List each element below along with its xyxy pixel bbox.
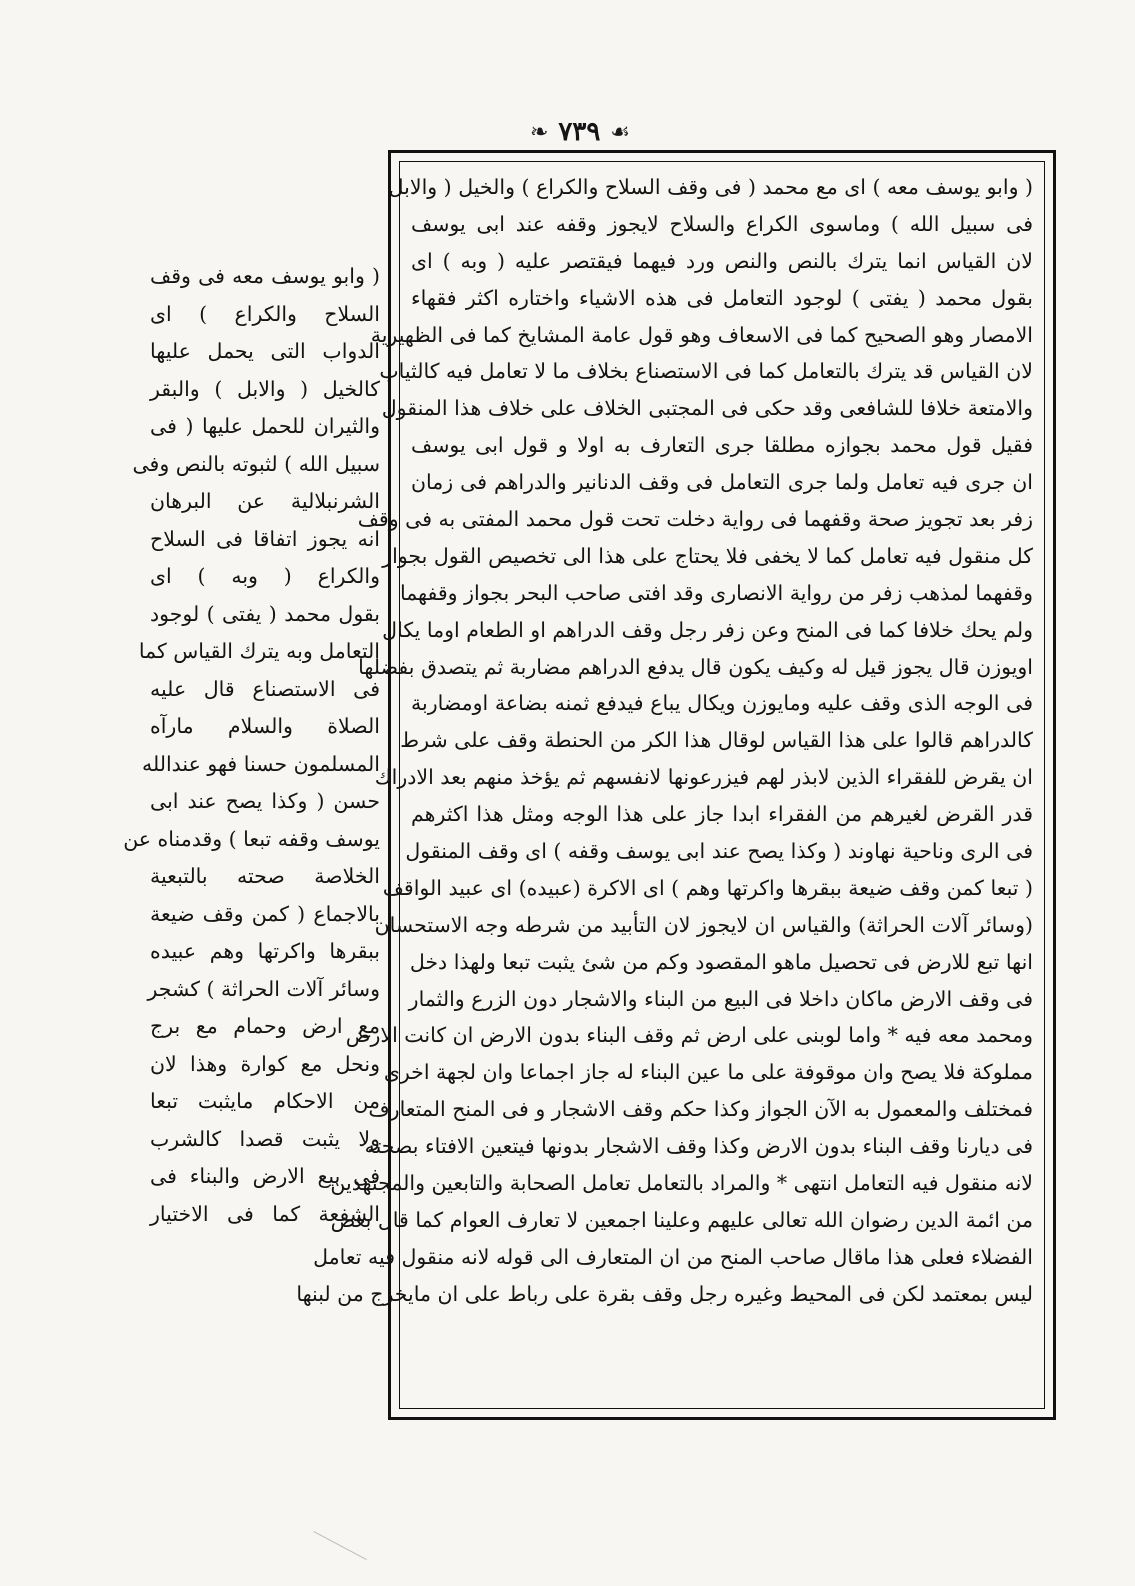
margin-text-line: ببقرها واكرتها وهم عبيده	[150, 939, 380, 963]
margin-text-line: ولا يثبت قصدا كالشرب	[150, 1126, 380, 1151]
main-text-line: لان القياس انما يترك بالنص والنص ورد فيهما فيقتصر عليه ( وبه ) اى	[411, 248, 1033, 273]
main-text-line: فى الوجه الذى وقف عليه ومايوزن ويكال يباع فيدفع ثمنه بضاعة اومضاربة	[411, 691, 1033, 716]
main-text-line: والامتعة خلافا للشافعى وقد حكى فى المجتبى الخلاف على خلاف هذا المنقول	[381, 396, 1033, 421]
margin-text-line: من الاحكام مايثبت تبعا	[150, 1089, 380, 1113]
main-text-line: ولم يحك خلافا كما فى المنح وعن زفر رجل وقف الدراهم او الطعام اوما يكال	[382, 617, 1033, 642]
margin-text-line: ( وابو يوسف معه فى وقف	[150, 264, 380, 288]
main-text-line: وقفهما لمذهب زفر من رواية الانصارى وقد افتى صاحب البحر بجواز وقفهما	[399, 580, 1033, 605]
main-text-line: انها تبع للارض فى تحصيل ماهو المقصود وكم من شئ يثبت تبعا ولهذا دخل	[409, 949, 1033, 974]
main-text-line: ( وابو يوسف معه ) اى مع محمد ( فى وقف السلاح والكراع ) والخيل ( والابل	[388, 175, 1033, 199]
main-text-line: بقول محمد ( يفتى ) لوجود التعامل فى هذه الاشياء واختاره اكثر فقهاء	[411, 285, 1033, 310]
margin-text-line: انه يجوز اتفاقا فى السلاح	[150, 526, 380, 551]
margin-text-line: فى الاستصناع قال عليه	[150, 676, 380, 701]
margin-text-line: ونحل مع كوارة وهذا لان	[150, 1051, 380, 1076]
margin-text-line: الخلاصة صحته بالتبعية	[150, 864, 380, 888]
margin-text-line: السلاح والكراع ) اى	[150, 301, 380, 326]
margin-text-line: مع ارض وحمام مع برج	[150, 1014, 380, 1038]
main-text-line: ان يقرض للفقراء الذين لابذر لهم فيزرعونها لانفسهم ثم يؤخذ منهم بعد الادراك	[374, 765, 1033, 790]
main-text-line: ان جرى فيه تعامل ولما جرى التعامل فى وقف الدنانير والدراهم فى زمان	[411, 470, 1033, 495]
margin-stray-line	[313, 1531, 366, 1560]
main-text-line: فى ديارنا وقف البناء بدون الارض وكذا وقف الاشجار بدونها فيتعين الافتاء بصحته	[364, 1134, 1033, 1159]
page-number: ٧٣٩	[558, 117, 601, 147]
main-text-line: زفر بعد تجويز صحة وقفهما فى رواية دخلت تحت قول محمد المفتى به فى وقف	[357, 507, 1033, 532]
main-text-line: الامصار وهو الصحيح كما فى الاسعاف وهو قول عامة المشايخ كما فى الظهيرية	[370, 322, 1033, 347]
margin-text-line: والكراع ( وبه ) اى	[150, 564, 380, 588]
main-text-line: الفضلاء فعلى هذا ماقال صاحب المنح من ان المتعارف الى قوله لانه منقول فيه تعامل	[313, 1244, 1033, 1269]
main-text-line: مملوكة فلا يصح وان موقوفة على ما عين البناء له جاز اجماعا وان لجهة اخرى	[383, 1060, 1033, 1085]
page-header	[470, 112, 690, 152]
main-text-line: من ائمة الدين رضوان الله تعالى عليهم وعلينا اجمعين لا تعارف العوام كما قال بعض	[330, 1207, 1033, 1232]
main-text-line: ليس بمعتمد لكن فى المحيط وغيره رجل وقف بقرة على رباط على ان مايخرج من لبنها	[296, 1281, 1033, 1306]
margin-text-line: الصلاة والسلام مارآه	[150, 714, 380, 738]
ornament-left-icon: ❧	[529, 119, 549, 145]
main-text-frame	[296, 150, 1056, 1420]
main-text-line: فى الرى وناحية نهاوند ( وكذا يصح عند ابى يوسف وقفه ) اى وقف المنقول	[405, 839, 1033, 864]
main-text-line: كالدراهم قالوا على هذا القياس لوقال هذا الكر من الحنطة وقف على شرط	[400, 728, 1033, 753]
main-text-line: فقيل قول محمد بجوازه مطلقا جرى التعارف به اولا و قول ابى يوسف	[411, 433, 1033, 458]
main-text-line: (وسائر آلات الحراثة) والقياس ان لايجوز لان التأبيد من شرطه وجه الاستحسان	[374, 912, 1033, 937]
margin-text-line: بالاجماع ( كمن وقف ضيعة	[150, 901, 380, 926]
margin-text-line: الدواب التى يحمل عليها	[150, 339, 380, 363]
main-text-line: فى وقف الارض ماكان داخلا فى البيع من البناء والاشجار دون الزرع والثمار	[408, 986, 1033, 1011]
margin-text-line: الشرنبلالية عن البرهان	[150, 489, 380, 513]
margin-text-line: التعامل وبه يترك القياس كما	[138, 639, 380, 663]
main-text-line: لان القياس قد يترك بالتعامل كما فى الاستصناع بخلاف ما لا تعامل فيه كالثياب	[379, 359, 1033, 384]
main-text-line: قدر القرض لغيرهم من الفقراء ابدا جاز على هذا الوجه ومثل هذا اكثرهم	[411, 802, 1033, 827]
main-text-line: فى سبيل الله ) وماسوى الكراع والسلاح لايجوز وقفه عند ابى يوسف	[411, 211, 1033, 236]
main-text-line: لانه منقول فيه التعامل انتهى * والمراد بالتعامل تعامل الصحابة والتابعين والمجتهدين	[330, 1171, 1033, 1196]
margin-text-line: الشفعة كما فى الاختيار	[150, 1201, 380, 1226]
margin-text-line: حسن ( وكذا يصح عند ابى	[150, 789, 380, 813]
main-text-line: فمختلف والمعمول به الآن الجواز وكذا حكم وقف الاشجار و فى المنح المتعارف	[368, 1097, 1033, 1122]
ornament-right-icon: ☙	[610, 119, 631, 145]
main-text-line: ومحمد معه فيه * واما لوبنى على ارض ثم وقف البناء بدون الارض ان كانت الارض	[345, 1023, 1033, 1048]
main-text-line: كل منقول فيه تعامل كما لا يخفى فلا يحتاج على هذا الى تخصيص القول بجواز	[382, 543, 1033, 568]
margin-text-line: يوسف وقفه تبعا ) وقدمناه عن	[123, 826, 380, 851]
main-text-line: اويوزن قال يجوز قيل له وكيف يكون قال يدفع الدراهم مضاربة ثم يتصدق بفضلها	[358, 654, 1033, 679]
main-text-block	[296, 169, 1033, 1401]
margin-text-line: وسائر آلات الحراثة ) كشجر	[147, 976, 380, 1001]
margin-text-line: المسلمون حسنا فهو عندالله	[141, 751, 380, 776]
margin-text-line: والثيران للحمل عليها ( فى	[150, 414, 380, 438]
margin-text-line: بقول محمد ( يفتى ) لوجود	[150, 601, 380, 626]
margin-text-line: فى بيع الارض والبناء فى	[150, 1164, 380, 1188]
margin-text-line: كالخيل ( والابل ) والبقر	[150, 376, 380, 401]
main-text-line: ( تبعا كمن وقف ضيعة ببقرها واكرتها وهم ) اى الاكرة (عبيده) اى عبيد الواقف	[382, 875, 1033, 900]
margin-commentary-block	[123, 258, 380, 1248]
margin-text-line: سبيل الله ) لثبوته بالنص وفى	[132, 451, 380, 476]
